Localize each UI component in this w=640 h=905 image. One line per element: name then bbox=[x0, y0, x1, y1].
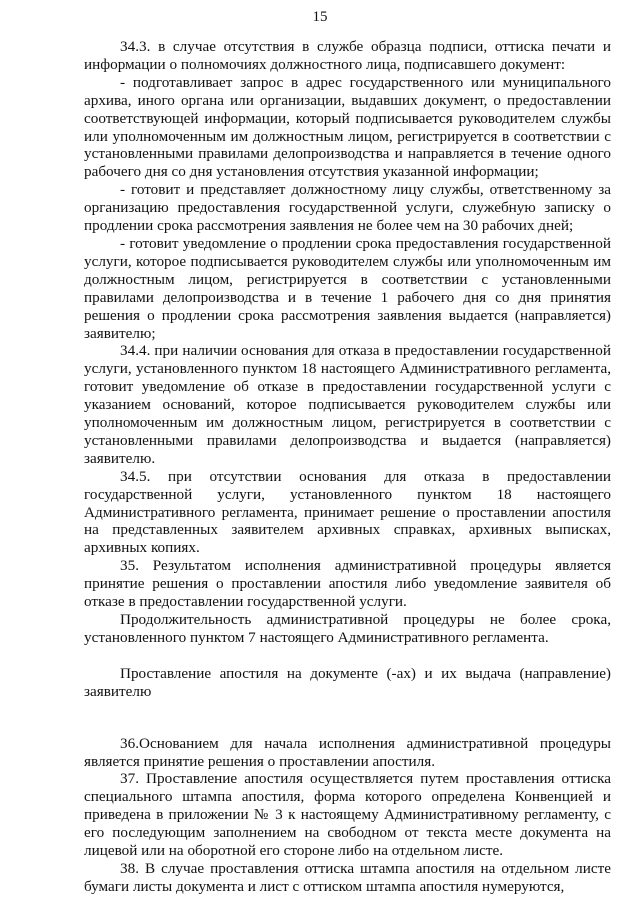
spacer bbox=[84, 647, 611, 665]
paragraph-35: 35. Результатом исполнения административной процедуры является принятие решения о проставлении апостиля либо уведомление заявителя об отказе в предоставлении государственной услуги. bbox=[84, 557, 611, 611]
paragraph-34-3-item-memo: - готовит и представляет должностному лицу службы, ответственному за организацию предоставления государственной услуги, служебную записку о продлении срока рассмотрения заявления не более чем на 30 рабочих дней; bbox=[84, 181, 611, 235]
paragraph-34-3: 34.3. в случае отсутствия в службе образца подписи, оттиска печати и информации о полномочиях должностного лица, подписавшего документ: bbox=[84, 38, 611, 73]
paragraph-37: 37. Проставление апостиля осуществляется путем проставления оттиска специального штампа апостиля, форма которого определена Конвенцией и приведена в приложении № 3 к настоящему Административному регламенту, с его последующим заполнением на свободном от текста месте документа на лицевой или на оборотной его стороне либо на отдельном листе. bbox=[84, 770, 611, 860]
paragraph-34-3-item-notice: - готовит уведомление о продлении срока предоставления государственной услуги, которое подписывается руководителем службы или уполномоченным им должностным лицом, регистрируется в соответствии с установленными правилами делопроизводства и в течение 1 рабочего дня со дня принятия решения о продлении срока рассмотрения заявления выдается (направляется) заявителю; bbox=[84, 234, 611, 342]
document-body bbox=[84, 38, 611, 896]
paragraph-34-5: 34.5. при отсутствии основания для отказа в предоставлении государственной услуги, установленного пунктом 18 настоящего Административного регламента, принимает решение о проставлении апостиля на представленных заявителем архивных справках, архивных выписках, архивных копиях. bbox=[84, 467, 611, 557]
paragraph-35-duration: Продолжительность административной процедуры не более срока, установленного пунктом 7 настоящего Административного регламента. bbox=[84, 611, 611, 646]
paragraph-38: 38. В случае проставления оттиска штампа апостиля на отдельном листе бумаги листы документа и лист с оттиском штампа апостиля нумеруются, bbox=[84, 859, 611, 895]
paragraph-34-4: 34.4. при наличии основания для отказа в предоставлении государственной услуги, установленного пунктом 18 настоящего Административного регламента, готовит уведомление об отказе в предоставлении государственной услуги с указанием оснований, которое подписывается руководителем службы или уполномоченным им должностным лицом, регистрируется в соответствии с установленными правилами делопроизводства и выдается (направляется) заявителю. bbox=[84, 342, 611, 467]
paragraph-36: 36.Основанием для начала исполнения административной процедуры является принятие решения о проставлении апостиля. bbox=[84, 734, 611, 770]
spacer bbox=[84, 701, 611, 735]
page-number: 15 bbox=[312, 9, 328, 25]
paragraph-34-3-item-request: - подготавливает запрос в адрес государственного или муниципального архива, иного органа или организации, выдавших документ, о предоставлении соответствующей информации, который подписывается руководителем службы или уполномоченным им должностным лицом, регистрируется в соответствии с установленными правилами делопроизводства и направляется в течение одного рабочего дня со дня установления отсутствия указанной информации; bbox=[84, 73, 611, 181]
section-title: Проставление апостиля на документе (-ах) и их выдача (направление) заявителю bbox=[84, 664, 611, 700]
